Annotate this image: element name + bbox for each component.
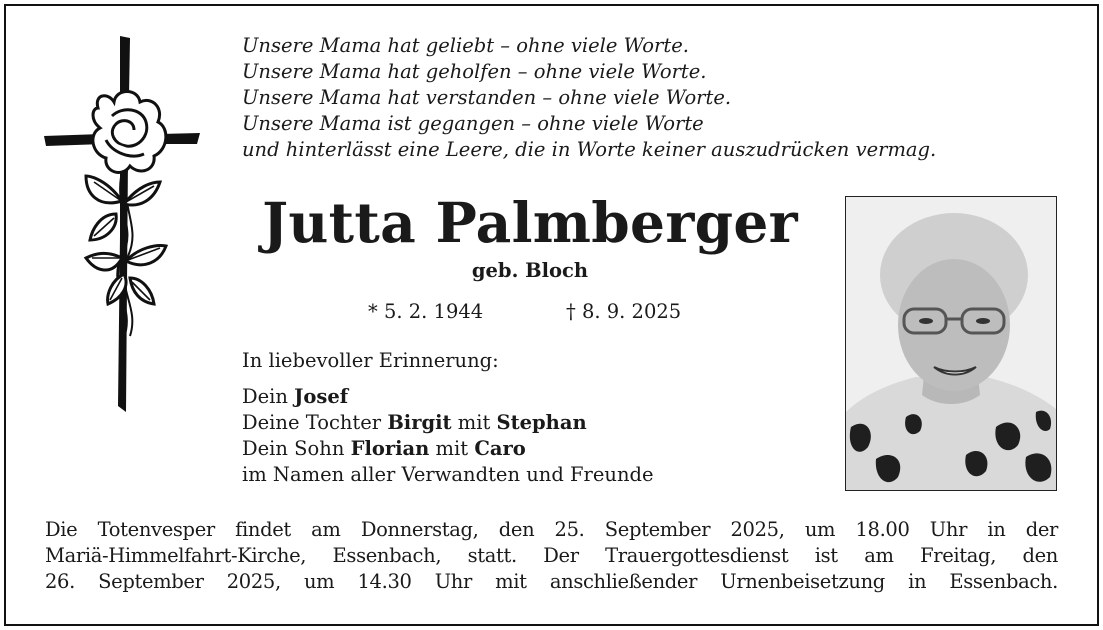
poem-line: Unsere Mama ist gegangen – ohne viele Worte — [242, 112, 704, 135]
family-line: Deine Tochter Birgit mit Stephan — [242, 411, 587, 434]
poem-line: und hinterlässt eine Leere, die in Worte keiner auszudrücken vermag. — [242, 138, 937, 161]
family-member-name: Caro — [474, 437, 526, 460]
family-line: Dein Sohn Florian mit Caro — [242, 437, 526, 460]
poem — [242, 33, 1072, 163]
poem-line: Unsere Mama hat verstanden – ohne viele Worte. — [242, 86, 732, 109]
notice-line: 26. September 2025, um 14.30 Uhr mit anschließender Urnenbeisetzung in Essenbach. — [45, 570, 1058, 593]
death-date: † 8. 9. 2025 — [566, 300, 682, 323]
portrait-photo-graphic — [846, 197, 1056, 490]
family-member-name: Stephan — [496, 411, 587, 434]
notice-line: Mariä-Himmelfahrt-Kirche, Essenbach, statt. Der Trauergottesdienst ist am Freitag, den — [45, 544, 1058, 567]
poem-line: Unsere Mama hat geholfen – ohne viele Worte. — [242, 60, 707, 83]
memory-heading: In liebevoller Erinnerung: — [242, 349, 499, 372]
family-member-name: Florian — [350, 437, 430, 460]
birth-name: geb. Bloch — [471, 259, 589, 282]
poem-line: Unsere Mama hat geliebt – ohne viele Worte. — [242, 34, 689, 57]
deceased-name: Jutta Palmberger — [262, 190, 798, 255]
family-list — [242, 384, 654, 488]
birth-date: * 5. 2. 1944 — [368, 300, 484, 323]
portrait-photo — [845, 196, 1057, 491]
family-line: Dein Josef — [242, 385, 349, 408]
family-member-name: Josef — [294, 385, 349, 408]
cross-with-rose-icon — [42, 36, 204, 412]
notice-line: Die Totenvesper findet am Donnerstag, den 25. September 2025, um 18.00 Uhr in der — [45, 518, 1058, 541]
family-line: im Namen aller Verwandten und Freunde — [242, 463, 654, 486]
service-notice — [45, 517, 1058, 595]
family-member-name: Birgit — [387, 411, 452, 434]
